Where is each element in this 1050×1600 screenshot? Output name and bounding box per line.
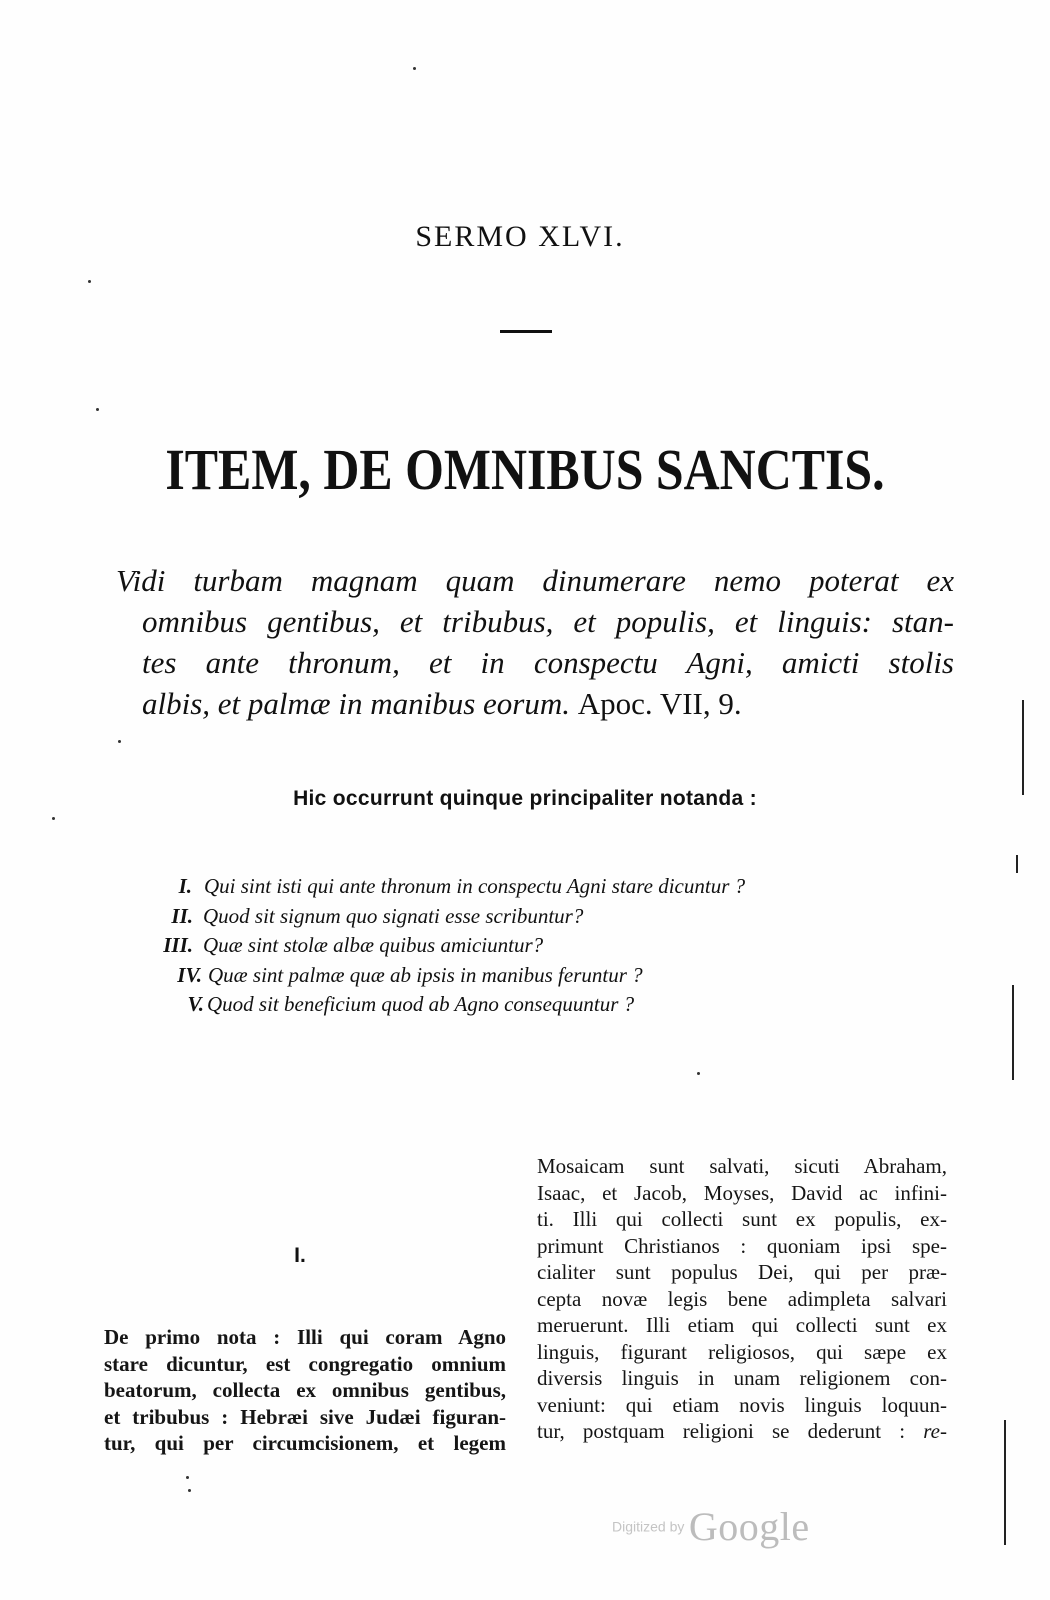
question-text: Quod sit signum quo signati esse scribuntur?: [203, 903, 584, 928]
question-item: [0, 990, 1050, 1020]
question-number: IV.: [177, 962, 202, 987]
body-line: primunt Christianos : quoniam ipsi spe-: [537, 1233, 947, 1258]
scan-speck: [52, 817, 55, 820]
question-text: Qui sint isti qui ante thronum in conspectu Agni stare dicuntur ?: [204, 874, 746, 898]
epigraph-last-line: [116, 683, 954, 724]
scan-edge-mark: [1016, 855, 1018, 873]
hyphenated-word-fragment: re-: [923, 1419, 947, 1443]
scan-speck: [413, 67, 416, 70]
body-line: veniunt: qui etiam novis linguis loquun-: [537, 1392, 947, 1417]
epigraph: [116, 560, 954, 724]
epigraph-line: tes ante thronum, et in conspectu Agni, amicti stolis: [142, 645, 954, 680]
questions-list: [0, 872, 1050, 1020]
title-divider: [500, 330, 552, 333]
body-line: ti. Illi qui collecti sunt ex populis, ex-: [537, 1207, 947, 1231]
scan-speck: [697, 1072, 700, 1075]
scan-speck: [88, 280, 91, 283]
question-text: Quæ sint stolæ albæ quibus amiciuntur?: [203, 933, 544, 957]
body-line: tur, qui per circumcisionem, et legem: [104, 1431, 506, 1455]
epigraph-line: omnibus gentibus, et tribubus, et populis, et linguis: stan-: [142, 604, 954, 639]
body-line-last: [537, 1418, 947, 1445]
watermark-prefix: Digitized by: [612, 1518, 685, 1535]
body-line: diversis linguis in unam religionem con-: [537, 1366, 947, 1390]
body-line-text: tur, postquam religioni se dederunt :: [537, 1419, 906, 1443]
body-line: Mosaicam sunt salvati, sicuti Abraham,: [537, 1154, 947, 1178]
body-line: cialiter sunt populus Dei, qui per præ-: [537, 1260, 947, 1284]
body-line: De primo nota : Illi qui coram Agno: [104, 1325, 506, 1349]
epigraph-line: Vidi turbam magnam quam dinumerare nemo poterat ex: [116, 563, 954, 598]
body-line: et tribubus : Hebræi sive Judæi figuran-: [104, 1404, 506, 1429]
scripture-citation: Apoc. VII, 9.: [577, 686, 742, 721]
question-item: [0, 961, 1050, 991]
scan-edge-mark: [1022, 700, 1024, 795]
body-line: linguis, figurant religiosos, qui sæpe ex: [537, 1339, 947, 1364]
left-column: [104, 1324, 506, 1457]
question-number: V.: [187, 992, 204, 1016]
body-line: stare dicuntur, est congregatio omnium: [104, 1351, 506, 1376]
intro-text: Hic occurrunt quinque principaliter notanda :: [293, 787, 757, 810]
scan-speck: [188, 1489, 191, 1492]
body-line: beatorum, collecta ex omnibus gentibus,: [104, 1378, 506, 1402]
body-line: cepta novæ legis bene adimpleta salvari: [537, 1286, 947, 1311]
page-title: ITEM, DE OMNIBUS SANCTIS.: [165, 437, 885, 502]
question-number: II.: [171, 903, 193, 928]
question-number: III.: [163, 933, 193, 957]
question-item: [0, 902, 1050, 932]
question-item: [0, 931, 1050, 961]
scan-speck: [96, 408, 99, 411]
question-text: Quod sit beneficium quod ab Agno consequuntur ?: [207, 992, 635, 1016]
body-line: Isaac, et Jacob, Moyses, David ac infini-: [537, 1180, 947, 1205]
epigraph-last-text: albis, et palmæ in manibus eorum.: [142, 686, 570, 721]
scan-edge-mark: [1004, 1420, 1006, 1545]
question-item: [0, 872, 1050, 902]
watermark-brand: Google: [688, 1504, 810, 1549]
question-text: Quæ sint palmæ quæ ab ipsis in manibus feruntur ?: [208, 962, 643, 987]
right-column: [537, 1153, 947, 1445]
question-number: I.: [178, 874, 192, 898]
scan-speck: [186, 1476, 189, 1479]
digitized-watermark: [612, 1503, 810, 1550]
body-line: meruerunt. Illi etiam qui collecti sunt ex: [537, 1313, 947, 1337]
scan-speck: [118, 740, 121, 743]
section-heading: I.: [294, 1244, 306, 1267]
scan-edge-mark: [1012, 985, 1014, 1080]
sermon-number: SERMO XLVI.: [415, 220, 625, 253]
